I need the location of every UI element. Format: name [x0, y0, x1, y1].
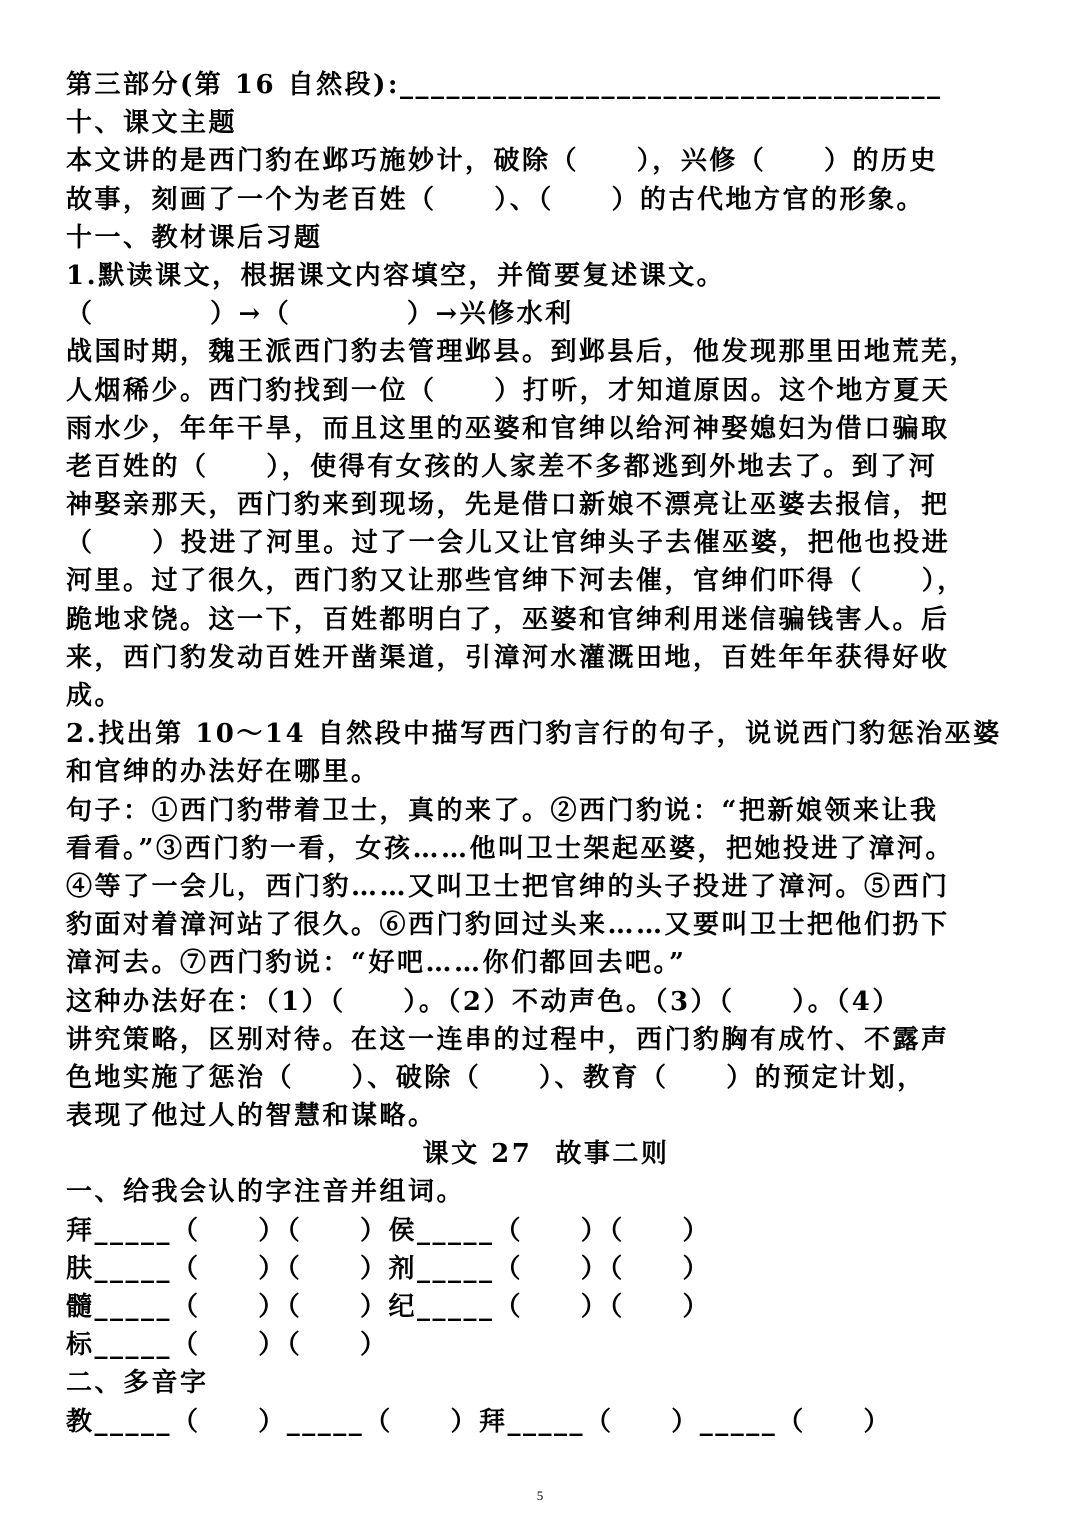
section-two-heading: 二、多音字 — [66, 1368, 209, 1399]
theme-text-line: 本文讲的是西门豹在邺巧施妙计，破除（ ），兴修（ ）的历史 — [66, 146, 939, 177]
retell-text-line: （ ）投进了河里。过了一会儿又让官绅头子去催巫婆，把他也投进 — [66, 528, 951, 559]
retell-text-line: 神娶亲那天，西门豹来到现场，先是借口新娘不漂亮让巫婆去报信，把 — [66, 490, 950, 521]
exercise-two-prompt: 2.找出第 10～14 自然段中描写西门豹言行的句子，说说西门豹惩治巫婆 — [66, 719, 1002, 750]
section-eleven-heading: 十一、教材课后习题 — [66, 222, 323, 253]
retell-text-line: 河里。过了很久，西门豹又让那些官绅下河去催，官绅们吓得（ ）， — [66, 566, 966, 597]
section-ten-heading: 十、课文主题 — [66, 108, 238, 139]
polyphone-row: 教_____（ ）_____（ ）拜_____（ ）_____（ ） — [66, 1406, 893, 1437]
sentences-text-line: 豹面对着漳河站了很久。⑥西门豹回过头来……又要叫卫士把他们扔下 — [66, 910, 950, 941]
theme-text-line: 故事，刻画了一个为老百姓（ ）、（ ）的古代地方官的形象。 — [66, 184, 926, 215]
char-exercise-row: 标_____（ ）（ ） — [66, 1330, 389, 1361]
sentences-text-line: 看看。”③西门豹一看，女孩……他叫卫士架起巫婆，把她投进了漳河。 — [66, 833, 954, 864]
section-one-heading: 一、给我会认的字注音并组词。 — [66, 1177, 466, 1208]
page-number: 5 — [536, 1488, 544, 1503]
lesson-title: 课文 27 故事二则 — [422, 1139, 670, 1170]
sentences-text-line: 漳河去。⑦西门豹说：“好吧……你们都回去吧。” — [66, 948, 687, 979]
char-exercise-row: 髓_____（ ）（ ）纪_____（ ）（ ） — [66, 1292, 712, 1322]
char-exercise-row: 肤_____（ ）（ ）剂_____（ ）（ ） — [66, 1253, 712, 1284]
method-text-line: 表现了他过人的智慧和谋略。 — [66, 1101, 437, 1132]
retell-text-line: 老百姓的（ ），使得有女孩的人家差不多都逃到外地去了。到了河 — [66, 451, 938, 482]
sentences-text-line: 句子：①西门豹带着卫士，真的来了。②西门豹说：“把新娘领来让我 — [66, 795, 939, 826]
retell-text-line: 成。 — [66, 681, 124, 711]
retell-text-line: 跪地求饶。这一下，百姓都明白了，巫婆和官绅利用迷信骗钱害人。后 — [66, 604, 950, 635]
exercise-one-flow: （ ）→（ ）→兴修水利 — [66, 299, 574, 330]
worksheet-content — [66, 66, 1026, 1441]
char-exercise-row: 拜_____（ ）（ ）侯_____（ ）（ ） — [66, 1215, 712, 1246]
section-three-heading: 第三部分(第 16 自然段):___________________________________ — [66, 70, 943, 100]
retell-text-line: 雨水少，年年干旱，而且这里的巫婆和官绅以给河神娶媳妇为借口骗取 — [66, 413, 950, 444]
method-text-line: 这种办法好在：（1）（ ）。（2）不动声色。（3）（ ）。（4） — [66, 986, 901, 1017]
method-text-line: 讲究策略，区别对待。在这一连串的过程中，西门豹胸有成竹、不露声 — [66, 1024, 950, 1055]
exercise-one-prompt: 1.默读课文，根据课文内容填空，并简要复述课文。 — [66, 260, 726, 291]
exercise-two-prompt: 和官绅的办法好在哪里。 — [66, 757, 380, 788]
retell-text-line: 战国时期，魏王派西门豹去管理邺县。到邺县后，他发现那里田地荒芜， — [66, 337, 979, 368]
retell-text-line: 来，西门豹发动百姓开凿渠道，引漳河水灌溉田地，百姓年年获得好收 — [66, 642, 950, 673]
sentences-text-line: ④等了一会儿，西门豹……又叫卫士把官绅的头子投进了漳河。⑤西门 — [66, 871, 950, 902]
retell-text-line: 人烟稀少。西门豹找到一位（ ）打听，才知道原因。这个地方夏天 — [66, 375, 951, 406]
method-text-line: 色地实施了惩治（ ）、破除（ ）、教育（ ）的预定计划， — [66, 1062, 926, 1093]
